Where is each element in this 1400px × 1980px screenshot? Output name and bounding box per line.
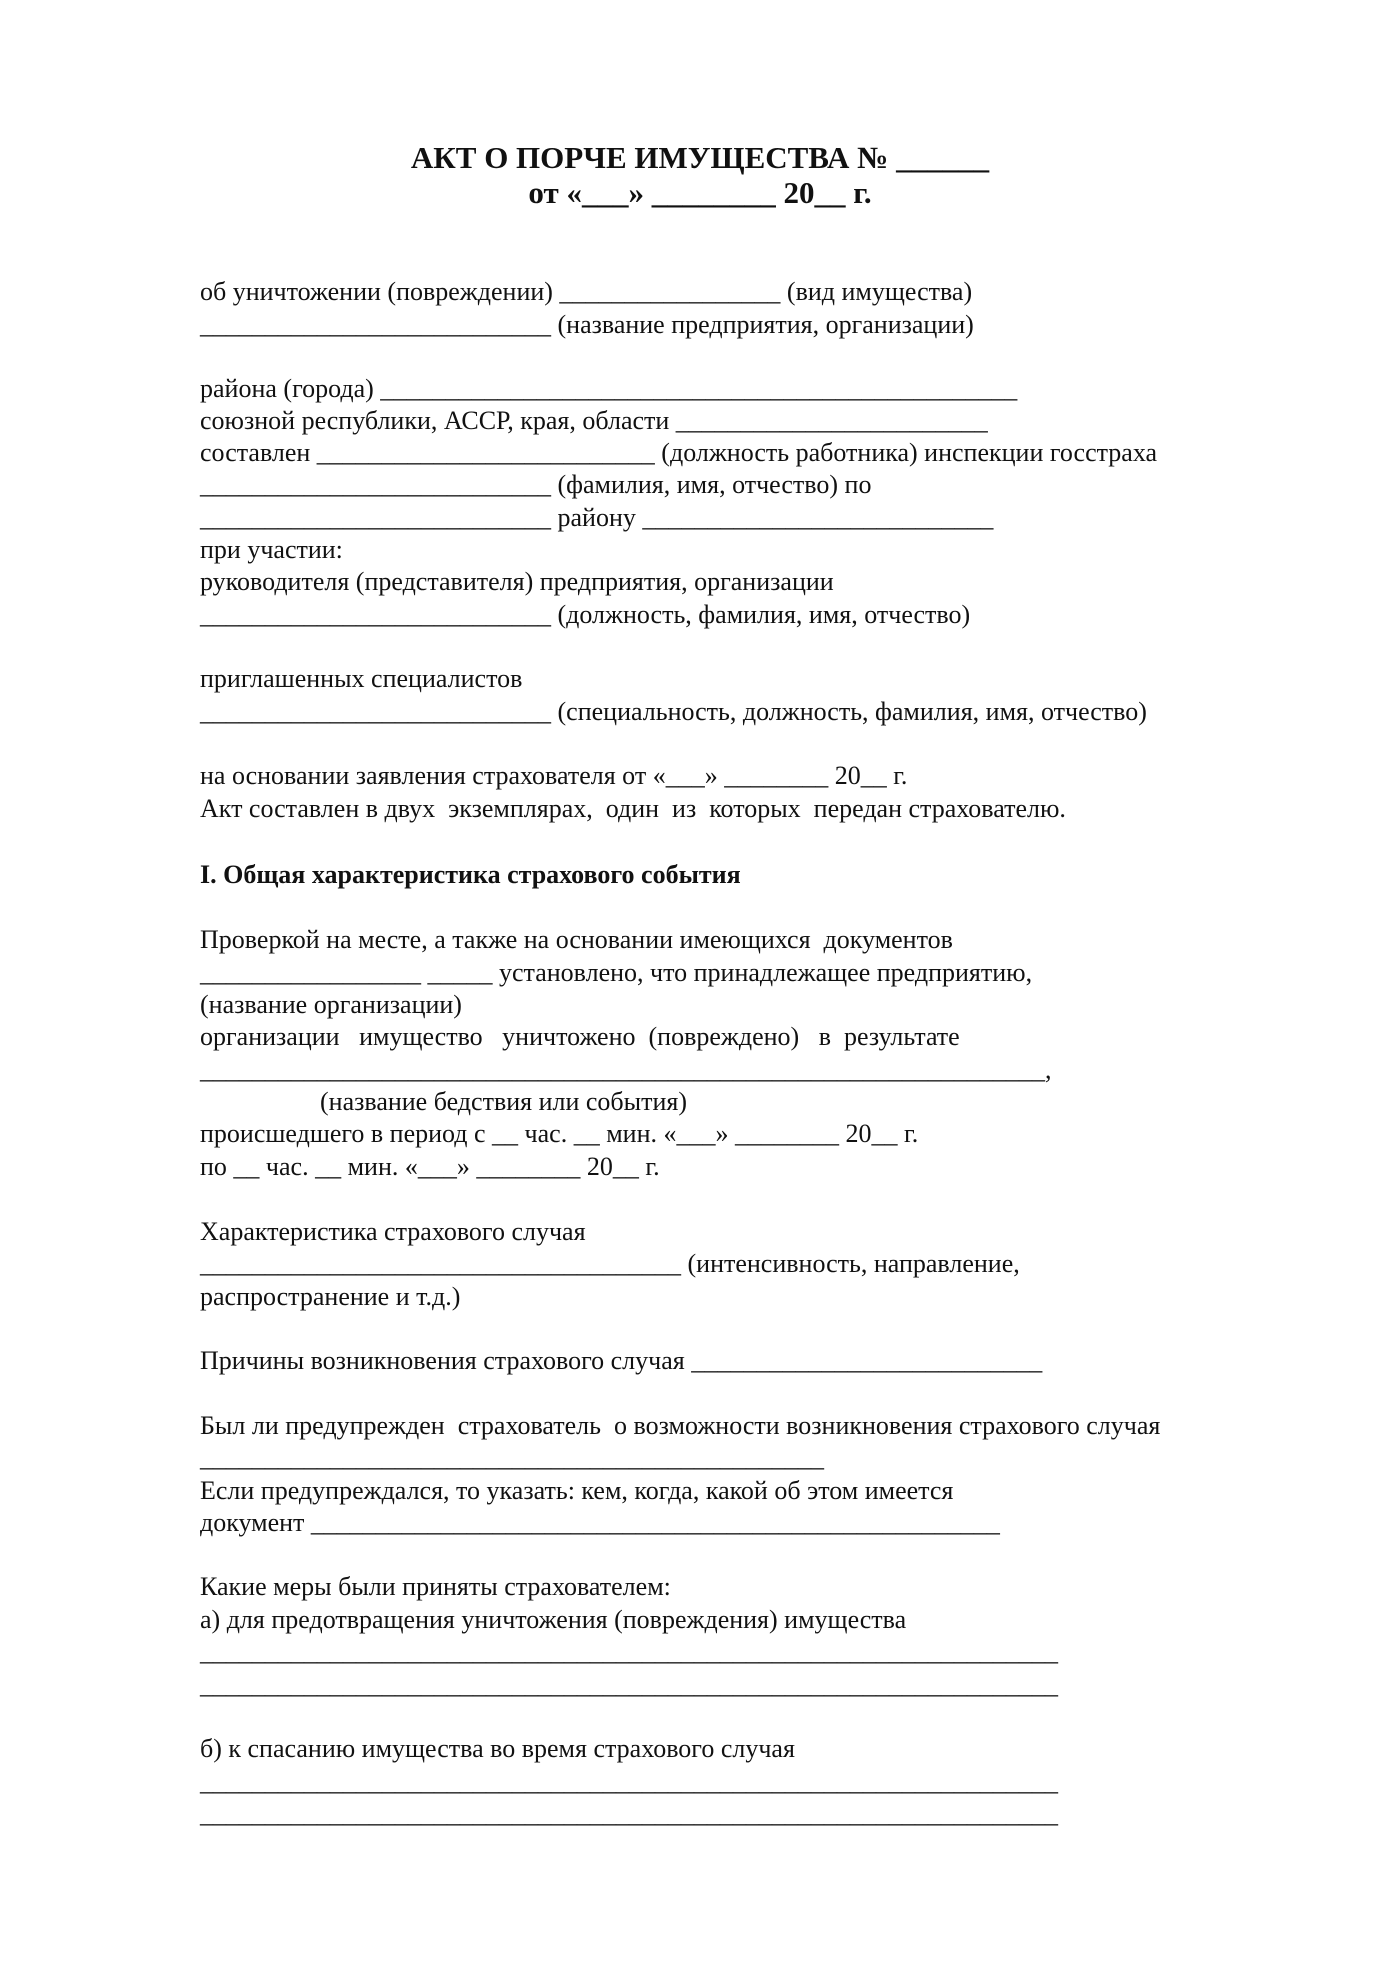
specialists-label: приглашенных специалистов xyxy=(200,664,523,693)
warning-document-line: документ _____________________________________________________ xyxy=(200,1508,1000,1537)
disaster-name-hint: (название бедствия или события) xyxy=(320,1087,688,1116)
warned-question-line: Был ли предупрежден страхователь о возможности возникновения страхового случая xyxy=(200,1411,1161,1440)
manager-label: руководителя (представителя) предприятия, организации xyxy=(200,567,834,596)
event-characteristic-hint: распространение и т.д.) xyxy=(200,1282,461,1311)
application-line: на основании заявления страхователя от «___» ________ 20__ г. xyxy=(200,761,908,790)
warned-answer-line: ________________________________________________ xyxy=(200,1443,824,1472)
destroyed-property-line: об уничтожении (повреждении) _________________ (вид имущества) xyxy=(200,277,973,306)
measures-rescue-label: б) к спасанию имущества во время страхового случая xyxy=(200,1734,795,1763)
warning-details-line: Если предупреждался, то указать: кем, когда, какой об этом имеется xyxy=(200,1476,954,1505)
participation-label: при участии: xyxy=(200,535,343,564)
manager-name-line: ___________________________ (должность, фамилия, имя, отчество) xyxy=(200,600,971,629)
event-characteristic-line: _____________________________________ (интенсивность, направление, xyxy=(200,1249,1020,1278)
district-line: района (города) _________________________________________________ xyxy=(200,374,1018,403)
document-date-line: от «___» ________ 20__ г. xyxy=(528,175,872,210)
measures-prevention-line-1: __________________________________________________________________ xyxy=(200,1637,1058,1666)
inspection-line: Проверкой на месте, а также на основании имеющихся документов xyxy=(200,925,953,954)
specialists-name-line: ___________________________ (специальность, должность, фамилия, имя, отчество) xyxy=(200,697,1147,726)
property-destroyed-line: организации имущество уничтожено (повреждено) в результате xyxy=(200,1022,960,1051)
measures-rescue-line-1: __________________________________________________________________ xyxy=(200,1767,1058,1796)
inspector-name-line: ___________________________ (фамилия, имя, отчество) по xyxy=(200,470,872,499)
established-line: _________________ _____ установлено, что принадлежащее предприятию, xyxy=(200,958,1033,987)
composed-by-line: составлен __________________________ (должность работника) инспекции госстраха xyxy=(200,438,1158,467)
event-characteristic-label: Характеристика страхового случая xyxy=(200,1217,586,1246)
disaster-blank-line: _________________________________________________________________, xyxy=(200,1055,1052,1084)
period-to-line: по __ час. __ мин. «___» ________ 20__ г. xyxy=(200,1152,660,1181)
document-title: АКТ О ПОРЧЕ ИМУЩЕСТВА № ______ xyxy=(410,140,990,175)
period-from-line: происшедшего в период с __ час. __ мин. «___» ________ 20__ г. xyxy=(200,1119,919,1148)
district-inspector-line: ___________________________ району ___________________________ xyxy=(200,503,994,532)
causes-line: Причины возникновения страхового случая ___________________________ xyxy=(200,1346,1043,1375)
section-heading: I. Общая характеристика страхового события xyxy=(200,860,741,889)
measures-label: Какие меры были приняты страхователем: xyxy=(200,1572,671,1601)
republic-line: союзной республики, АССР, края, области ________________________ xyxy=(200,406,988,435)
organization-name-hint: (название организации) xyxy=(200,990,462,1019)
measures-prevention-label: а) для предотвращения уничтожения (повреждения) имущества xyxy=(200,1605,907,1634)
measures-rescue-line-2: __________________________________________________________________ xyxy=(200,1799,1058,1828)
measures-prevention-line-2: __________________________________________________________________ xyxy=(200,1670,1058,1699)
copies-line: Акт составлен в двух экземплярах, один из которых передан страхователю. xyxy=(200,794,1066,823)
enterprise-name-line: ___________________________ (название предприятия, организации) xyxy=(200,310,974,339)
